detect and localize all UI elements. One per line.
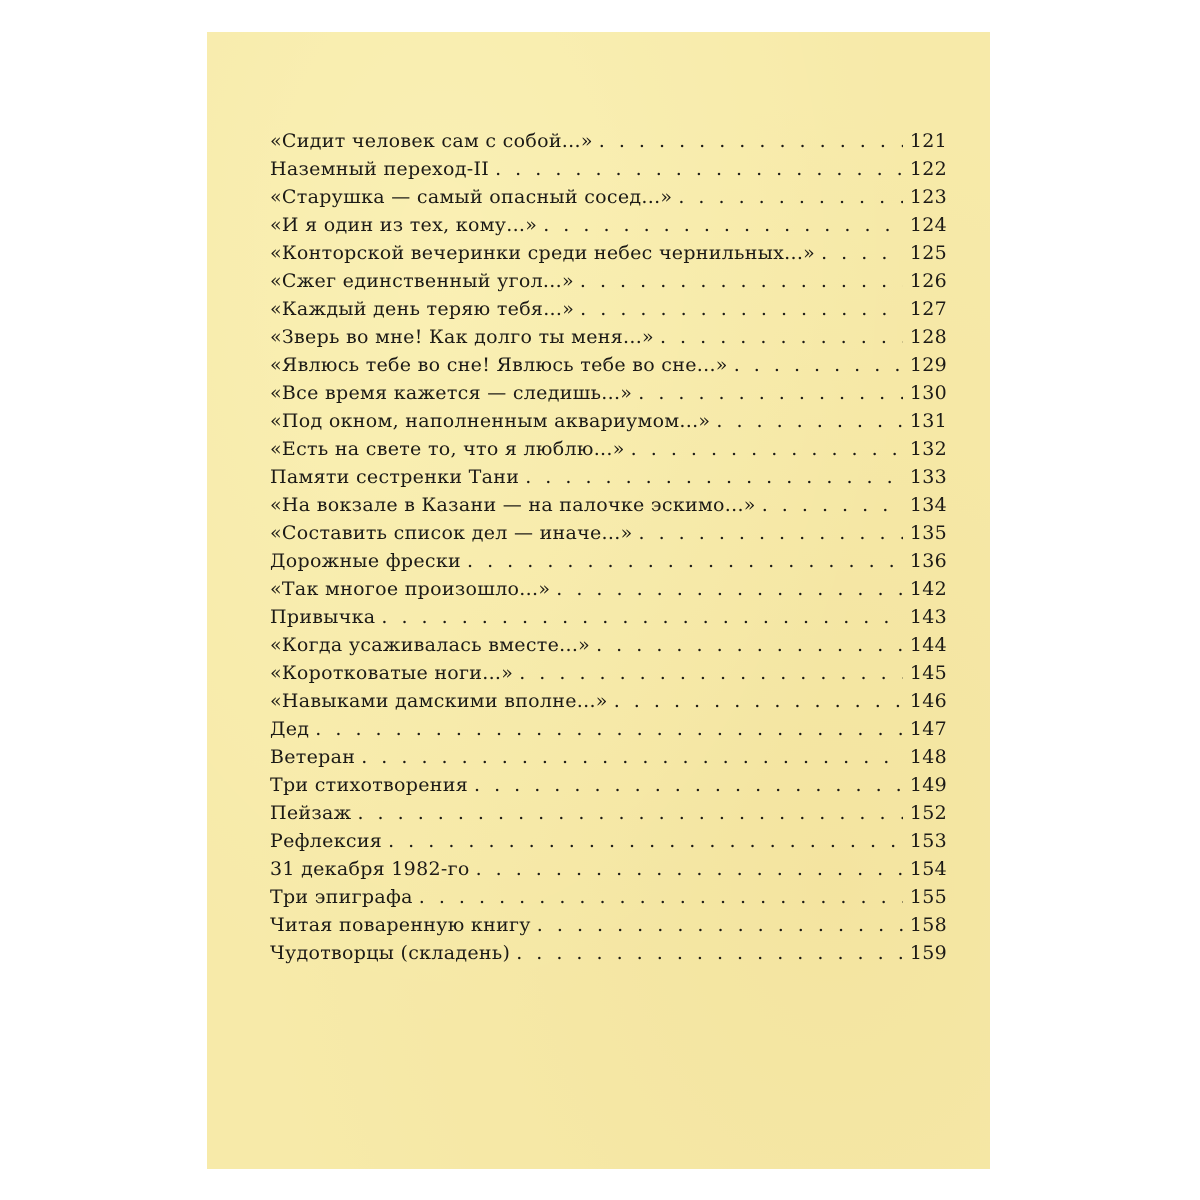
toc-dot-leader [614,690,903,712]
toc-entry [270,718,947,746]
toc-dot-leader [631,438,903,460]
toc-entry [270,578,947,606]
toc-entry-title: «Есть на свете то, что я люблю...» [270,438,625,460]
toc-entry-title: Привычка [270,606,376,628]
toc-dot-leader [762,494,903,516]
toc-entry-title: «Явлюсь тебе во сне! Явлюсь тебе во сне...» [270,354,728,376]
toc-entry [270,550,947,578]
toc-entry-title: «Навыками дамскими вполне...» [270,690,608,712]
toc-dot-leader [476,858,903,880]
toc-entry-page-number: 122 [909,158,947,180]
toc-entry [270,130,947,158]
toc-entry-title: 31 декабря 1982-го [270,858,470,880]
toc-entry [270,214,947,242]
toc-entry-title: «Каждый день теряю тебя...» [270,298,575,320]
toc-dot-leader [474,774,903,796]
toc-entry [270,886,947,914]
toc-entry-page-number: 149 [909,774,947,796]
toc-entry-page-number: 131 [909,410,947,432]
toc-entry-title: «Когда усаживалась вместе...» [270,634,591,656]
toc-entry-page-number: 159 [909,942,947,964]
toc-entry-page-number: 153 [909,830,947,852]
toc-entry-page-number: 124 [909,214,947,236]
toc-entry-title: Дорожные фрески [270,550,461,572]
toc-dot-leader [638,382,903,404]
toc-entry [270,494,947,522]
toc-entry-title: «Под окном, наполненным аквариумом...» [270,410,711,432]
toc-entry [270,354,947,382]
toc-entry-page-number: 135 [909,522,947,544]
toc-entry [270,942,947,970]
toc-dot-leader [467,550,903,572]
toc-entry [270,158,947,186]
toc-entry-page-number: 155 [909,886,947,908]
toc-entry-page-number: 154 [909,858,947,880]
toc-dot-leader [516,942,903,964]
toc-entry-title: Памяти сестренки Тани [270,466,520,488]
toc-entry-title: «И я один из тех, кому...» [270,214,538,236]
toc-entry-title: «На вокзале в Казани — на палочке эскимо...» [270,494,756,516]
toc-entry-page-number: 128 [909,326,947,348]
toc-dot-leader [495,158,903,180]
toc-entry [270,802,947,830]
toc-entry [270,410,947,438]
toc-entry-title: Наземный переход-II [270,158,490,180]
toc-entry-title: «Сидит человек сам с собой...» [270,130,593,152]
toc-entry-title: Три стихотворения [270,774,468,796]
toc-dot-leader [599,130,903,152]
toc-entry-title: «Сжег единственный угол...» [270,270,574,292]
toc-entry-page-number: 146 [909,690,947,712]
toc-entry [270,438,947,466]
toc-dot-leader [734,354,903,376]
toc-entry-page-number: 134 [909,494,947,516]
toc-entry-page-number: 133 [909,466,947,488]
toc-entry [270,662,947,690]
toc-dot-leader [580,270,903,292]
toc-entry-title: «Все время кажется — следишь...» [270,382,633,404]
toc-entry-title: «Коротковатые ноги...» [270,662,514,684]
toc-entry [270,242,947,270]
toc-entry [270,466,947,494]
toc-entry [270,690,947,718]
toc-entry-page-number: 148 [909,746,947,768]
toc-entry-page-number: 126 [909,270,947,292]
toc-entry-title: «Конторской вечеринки среди небес чернильных...» [270,242,816,264]
toc-entry-title: Рефлексия [270,830,383,852]
toc-entry-page-number: 158 [909,914,947,936]
toc-entry [270,830,947,858]
toc-entry-page-number: 136 [909,550,947,572]
toc-entry-page-number: 132 [909,438,947,460]
toc-entry-title: «Зверь во мне! Как долго ты меня...» [270,326,654,348]
toc-entry-page-number: 127 [909,298,947,320]
toc-dot-leader [381,606,903,628]
toc-entry-title: «Старушка — самый опасный сосед...» [270,186,673,208]
toc-entry [270,914,947,942]
toc-dot-leader [361,746,903,768]
toc-entry [270,326,947,354]
toc-entry-page-number: 130 [909,382,947,404]
toc-entry-title: Чудотворцы (складень) [270,942,511,964]
toc-dot-leader [580,298,903,320]
toc-entry [270,746,947,774]
toc-dot-leader [525,466,903,488]
toc-entry [270,186,947,214]
toc-entry-title: «Так многое произошло...» [270,578,551,600]
toc-entry-page-number: 121 [909,130,947,152]
toc-entry-title: «Составить список дел — иначе...» [270,522,633,544]
toc-entry-page-number: 144 [909,634,947,656]
toc-entry-title: Дед [270,718,310,740]
toc-entry-page-number: 123 [909,186,947,208]
toc-dot-leader [678,186,903,208]
toc-dot-leader [556,578,903,600]
toc-entry [270,774,947,802]
toc-dot-leader [419,886,903,908]
toc-entry-page-number: 125 [909,242,947,264]
toc-dot-leader [315,718,903,740]
book-page [207,32,990,1169]
toc-dot-leader [821,242,903,264]
toc-entry-page-number: 129 [909,354,947,376]
toc-dot-leader [543,214,903,236]
toc-entry-title: Три эпиграфа [270,886,413,908]
toc-entry [270,634,947,662]
toc-dot-leader [716,410,903,432]
toc-entry-page-number: 145 [909,662,947,684]
toc-dot-leader [357,802,903,824]
toc-entry-title: Ветеран [270,746,356,768]
toc-entry [270,270,947,298]
toc-entry-page-number: 152 [909,802,947,824]
toc-dot-leader [660,326,903,348]
toc-entry [270,298,947,326]
toc-entry-page-number: 143 [909,606,947,628]
toc-entry [270,382,947,410]
toc-entry-title: Пейзаж [270,802,352,824]
toc-dot-leader [537,914,903,936]
toc-entry [270,522,947,550]
toc-dot-leader [596,634,903,656]
toc-entry-title: Читая поваренную книгу [270,914,531,936]
toc-entry [270,858,947,886]
toc-dot-leader [519,662,903,684]
toc-entry [270,606,947,634]
toc-entry-page-number: 147 [909,718,947,740]
toc-entry-page-number: 142 [909,578,947,600]
toc-dot-leader [388,830,903,852]
toc-dot-leader [639,522,904,544]
table-of-contents [270,130,947,970]
